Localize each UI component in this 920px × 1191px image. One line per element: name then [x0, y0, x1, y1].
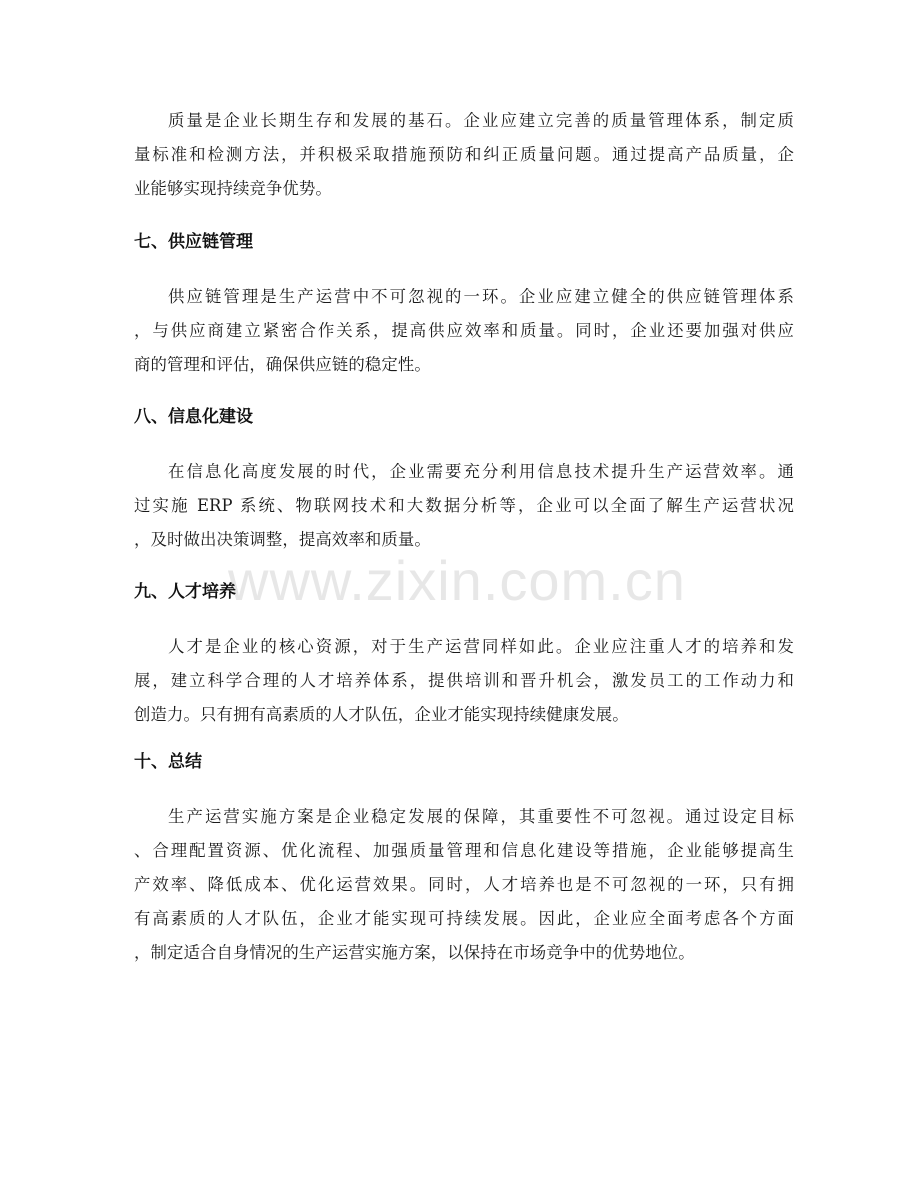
paragraph-line: ，制定适合自身情况的生产运营实施方案，以保持在市场竞争中的优势地位。	[134, 943, 695, 962]
paragraph-quality	[134, 104, 794, 206]
paragraph-line: 供应链管理是生产运营中不可忽视的一环。企业应建立健全的供应链管理体系	[168, 287, 794, 306]
paragraph-line: 展，建立科学合理的人才培养体系，提供培训和晋升机会，激发员工的工作动力和	[134, 671, 794, 690]
paragraph-line: 业能够实现持续竞争优势。	[134, 179, 332, 198]
watermark: www.zixin.com.cn	[228, 549, 686, 612]
paragraph-summary	[134, 800, 794, 970]
paragraph-line: 有高素质的人才队伍，企业才能实现可持续发展。因此，企业应全面考虑各个方面	[134, 909, 794, 928]
paragraph-supply-chain	[134, 280, 794, 382]
paragraph-informatization	[134, 455, 794, 557]
paragraph-line: 质量是企业长期生存和发展的基石。企业应建立完善的质量管理体系，制定质	[168, 111, 794, 130]
paragraph-line: ，及时做出决策调整，提高效率和质量。	[134, 530, 431, 549]
paragraph-line: 商的管理和评估，确保供应链的稳定性。	[134, 355, 431, 374]
section-heading-supply-chain: 七、供应链管理	[134, 232, 253, 252]
paragraph-line: 、合理配置资源、优化流程、加强质量管理和信息化建设等措施，企业能够提高生	[134, 841, 794, 860]
paragraph-line: 过实施 ERP 系统、物联网技术和大数据分析等，企业可以全面了解生产运营状况	[134, 496, 794, 515]
paragraph-line: 量标准和检测方法，并积极采取措施预防和纠正质量问题。通过提高产品质量，企	[134, 145, 794, 164]
paragraph-line: 产效率、降低成本、优化运营效果。同时，人才培养也是不可忽视的一环，只有拥	[134, 875, 794, 894]
section-heading-talent: 九、人才培养	[134, 582, 236, 602]
paragraph-line: 在信息化高度发展的时代，企业需要充分利用信息技术提升生产运营效率。通	[168, 462, 794, 481]
paragraph-line: 生产运营实施方案是企业稳定发展的保障，其重要性不可忽视。通过设定目标	[168, 807, 794, 826]
paragraph-talent	[134, 630, 794, 732]
section-heading-informatization: 八、信息化建设	[134, 407, 253, 427]
section-heading-summary: 十、总结	[134, 752, 202, 772]
paragraph-line: ，与供应商建立紧密合作关系，提高供应效率和质量。同时，企业还要加强对供应	[134, 321, 794, 340]
paragraph-line: 创造力。只有拥有高素质的人才队伍，企业才能实现持续健康发展。	[134, 705, 629, 724]
paragraph-line: 人才是企业的核心资源，对于生产运营同样如此。企业应注重人才的培养和发	[168, 637, 794, 656]
